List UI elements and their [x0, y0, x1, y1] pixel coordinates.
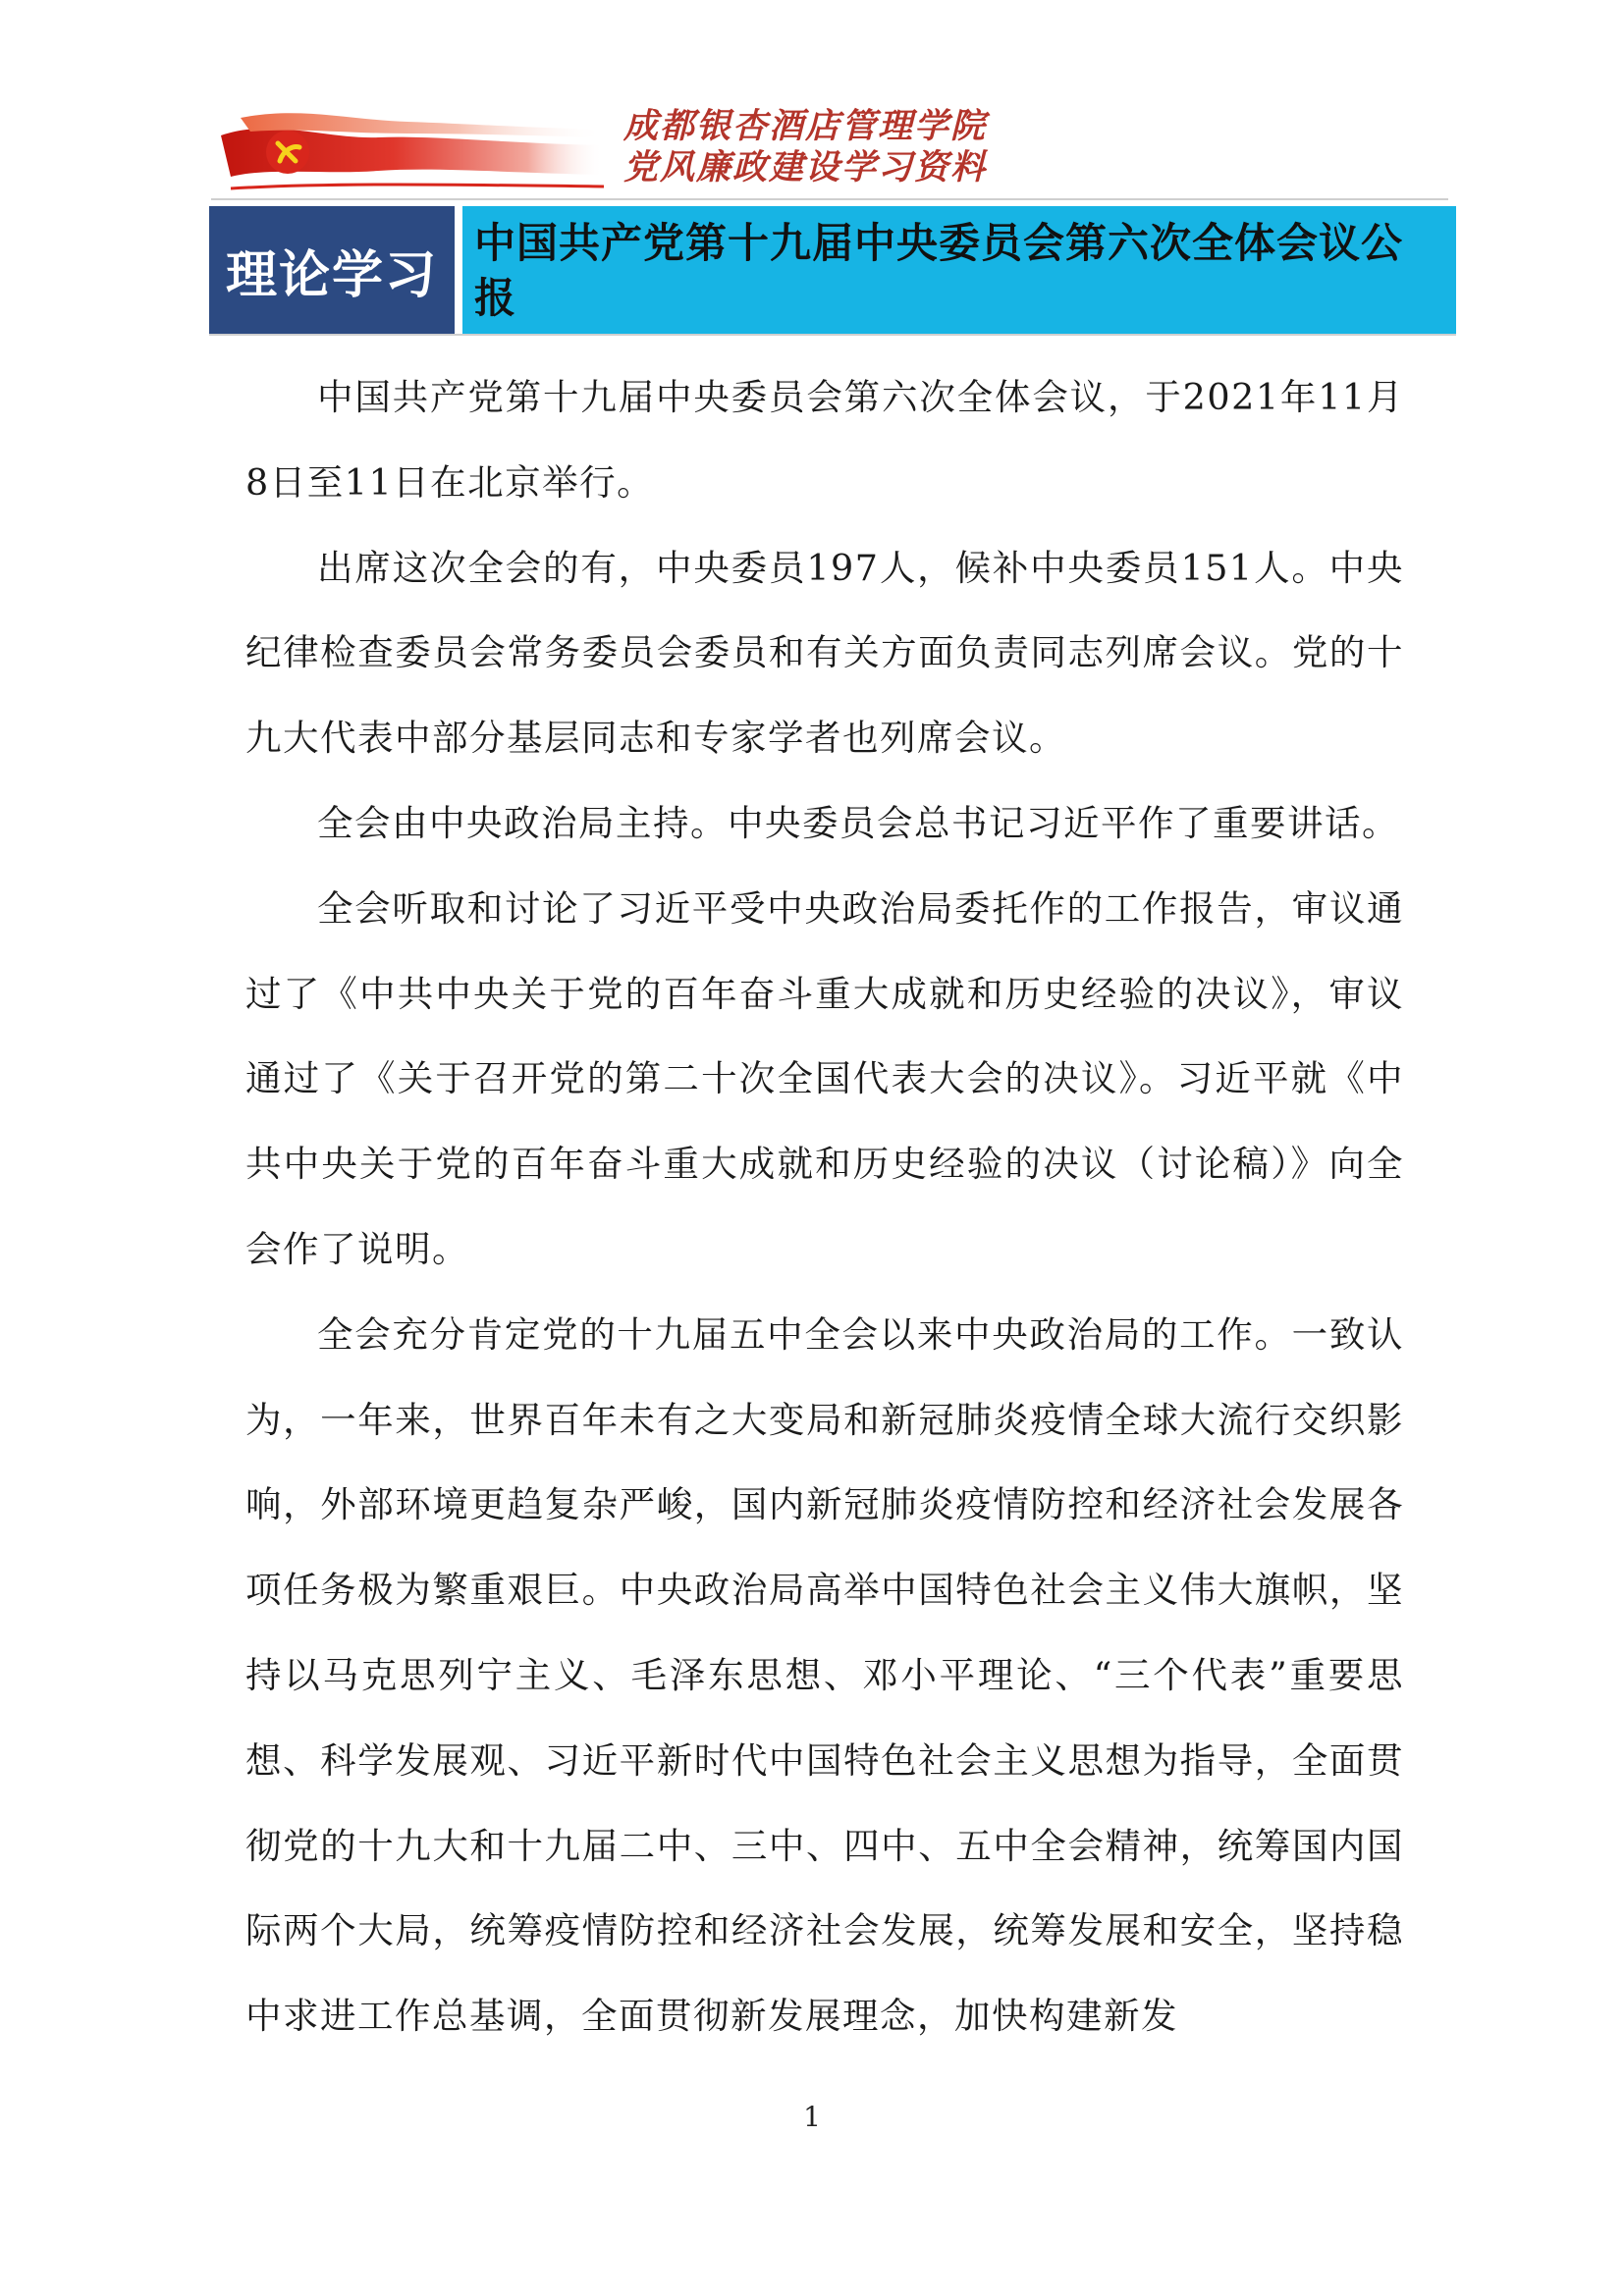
paragraph: 中国共产党第十九届中央委员会第六次全体会议，于2021年11月8日至11日在北京举行。 [245, 376, 1404, 504]
paragraph: 全会由中央政治局主持。中央委员会总书记习近平作了重要讲话。 [317, 801, 1399, 844]
doc-series: 党风廉政建设学习资料 [623, 148, 988, 187]
paragraph: 出席这次全会的有，中央委员197人，候补中央委员151人。中央纪律检查委员会常务委员会委员和有关方面负责同志列席会议。党的十九大代表中部分基层同志和专家学者也列席会议。 [245, 546, 1404, 760]
page-number: 1 [803, 2101, 821, 2133]
document-header [211, 98, 1448, 196]
party-emblem-ribbon-logo [211, 98, 604, 196]
paragraph: 全会充分肯定党的十九届五中全会以来中央政治局的工作。一致认为，一年来，世界百年未有之大变局和新冠肺炎疫情全球大流行交织影响，外部环境更趋复杂严峻，国内新冠肺炎疫情防控和经济社会发展各项任务极为繁重艰巨。中央政治局高举中国特色社会主义伟大旗帜，坚持以马克思列宁主义、毛泽东思想、邓小平理论、“三个代表”重要思想、科学发展观、习近平新时代中国特色社会主义思想为指导，全面贯彻党的十九大和十九届二中、三中、四中、五中全会精神，统筹国内国际两个大局，统筹疫情防控和经济社会发展，统筹发展和安全，坚持稳中求进工作总基调，全面贯彻新发展理念，加快构建新发 [245, 1312, 1404, 2038]
document-body [245, 355, 1404, 2059]
document-title: 中国共产党第十九届中央委员会第六次全体会议公报 [462, 206, 1456, 334]
category-label: 理论学习 [209, 206, 455, 334]
header-divider [211, 198, 1448, 200]
header-text-block [623, 106, 987, 188]
title-bar [209, 206, 1456, 336]
school-name: 成都银杏酒店管理学院 [623, 107, 988, 146]
paragraph: 全会听取和讨论了习近平受中央政治局委托作的工作报告，审议通过了《中共中央关于党的百年奋斗重大成就和历史经验的决议》，审议通过了《关于召开党的第二十次全国代表大会的决议》。习近平就《中共中央关于党的百年奋斗重大成就和历史经验的决议（讨论稿）》向全会作了说明。 [245, 886, 1404, 1270]
